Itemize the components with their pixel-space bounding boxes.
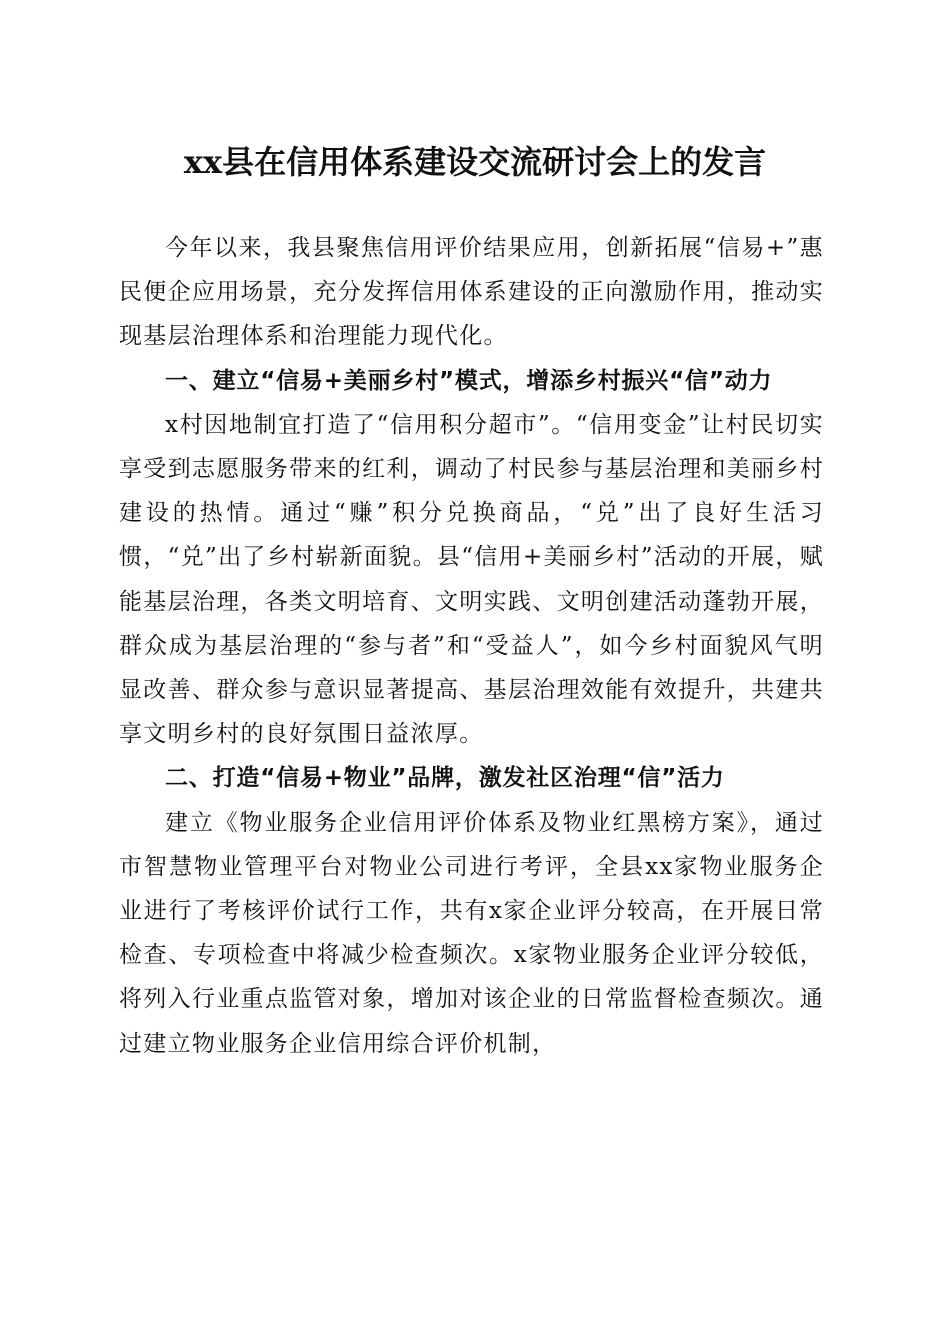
document-title: xx县在信用体系建设交流研讨会上的发言 [183, 143, 767, 181]
section-paragraph-1: x村因地制宜打造了“信用积分超市”。“信用变金”让村民切实享受到志愿服务带来的红利，调动了村民参与基层治理和美丽乡村建设的热情。通过“赚”积分兑换商品，“兑”出了良好生活习惯，“兑”出了乡村崭新面貌。县“信用+美丽乡村”活动的开展，赋能基层治理，各类文明培育、文明实践、文明创建活动蓬勃开展，群众成为基层治理的“参与者”和“受益人”，如今乡村面貌风气明显改善、群众参与意识显著提高、基层治理效能有效提升，共建共享文明乡村的良好氛围日益浓厚。 [119, 411, 824, 748]
intro-paragraph: 今年以来，我县聚焦信用评价结果应用，创新拓展“信易+”惠民便企应用场景，充分发挥信用体系建设的正向激励作用，推动实现基层治理体系和治理能力现代化。 [119, 235, 824, 350]
section-heading-1: 一、建立“信易+美丽乡村”模式，增添乡村振兴“信”动力 [165, 367, 773, 394]
section-heading-2: 二、打造“信易+物业”品牌，激发社区治理“信”活力 [165, 765, 725, 792]
section-paragraph-2: 建立《物业服务企业信用评价体系及物业红黑榜方案》，通过市智慧物业管理平台对物业公司进行考评，全县xx家物业服务企业进行了考核评价试行工作，共有x家企业评分较高，在开展日常检查、专项检查中将减少检查频次。x家物业服务企业评分较低，将列入行业重点监管对象，增加对该企业的日常监督检查频次。通过建立物业服务企业信用综合评价机制， [119, 809, 824, 1057]
document-body [119, 226, 824, 1066]
